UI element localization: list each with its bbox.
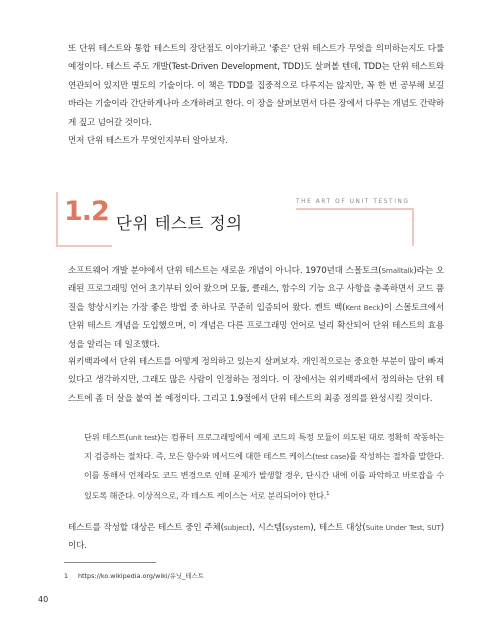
section-title: 단위 테스트 정의 xyxy=(116,214,243,233)
heading-bottom-rule xyxy=(56,245,112,247)
body-paragraph-sut: 테스트를 작성할 대상은 테스트 중인 주체(subject), 시스템(system), 테스트 대상(Suite Under Test, SUT)이다. xyxy=(68,523,444,552)
body-paragraph-wikipedia: 위키백과에서 단위 테스트를 어떻게 정의하고 있는지 살펴보자. 개인적으로는 중요한 부분이 많이 빠져 있다고 생각하지만, 그래도 많은 사람이 인정하는 정의다. 이 장에서는 위키백과에서 정의하는 단위 테스트에 좀 더 살을 붙여 볼 예정이다. 그리고 1.9절에서 단위 테스트의 최종 정의를 완성시킬 것이다. xyxy=(68,357,444,404)
heading-top-rule xyxy=(296,208,414,210)
page-number: 40 xyxy=(38,595,49,604)
footnote xyxy=(64,571,204,580)
book-title-eyebrow: THE ART OF UNIT TESTING xyxy=(296,199,410,205)
intro-lead-in: 먼저 단위 테스트가 무엇인지부터 알아보자. xyxy=(68,136,228,146)
body-paragraph-history: 소프트웨어 개발 분야에서 단위 테스트는 새로운 개념이 아니다. 1970년대 스몰토크(Smalltalk)라는 오래된 프로그래밍 언어 초기부터 있어 왔으며 모듈, 클래스, 함수의 기능 요구 사항을 충족하면서 코드 품질을 향상시키는 가장 좋은 방법 중 하나로 꾸준히 입증되어 왔다. 켄트 벡(Kent Beck)이 스몰토크에서 단위 테스트 개념을 도입했으며, 이 개념은 다른 프로그래밍 언어로 널리 확산되어 단위 테스트의 효용성을 알리는 데 일조했다. xyxy=(68,266,444,350)
heading-right-rule xyxy=(412,208,414,246)
section-number: 1.2 xyxy=(64,196,109,227)
footnote-link[interactable]: https://ko.wikipedia.org/wiki/유닛_테스트 xyxy=(78,572,204,580)
footnote-reference[interactable]: 1 xyxy=(326,490,330,497)
intro-paragraph: 또 단위 테스트와 통합 테스트의 장단점도 이야기하고 '좋은' 단위 테스트가 무엇을 의미하는지도 다룰 예정이다. 테스트 주도 개발(Test-Driven Development, TDD)도 살펴볼 텐데, TDD는 단위 테스트와 연관되어 있지만 별도의 기술이다. 이 책은 TDD를 집중적으로 다루지는 않지만, 꼭 한 번 공부해 보길 바라는 기술이라 간단하게나마 소개하려고 한다. 이 장을 살펴보면서 다른 장에서 다루는 개념도 간략하게 짚고 넘어갈 것이다. xyxy=(68,44,444,128)
footnote-divider xyxy=(64,562,156,563)
heading-left-rule xyxy=(56,192,58,246)
footnote-number: 1 xyxy=(64,572,69,580)
definition-quote: 단위 테스트(unit test)는 컴퓨터 프로그래밍에서 예제 코드의 특정 모듈이 의도된 대로 정확히 작동하는지 검증하는 절차다. 즉, 모든 함수와 메서드에 대한 테스트 케이스(test case)를 작성하는 절차를 말한다. 이를 통해서 언제라도 코드 변경으로 인해 문제가 발생할 경우, 단시간 내에 이를 파악하고 바로잡을 수 있도록 해준다. 이상적으로, 각 테스트 케이스는 서로 분리되어야 한다.$^1$ xyxy=(84,432,445,501)
